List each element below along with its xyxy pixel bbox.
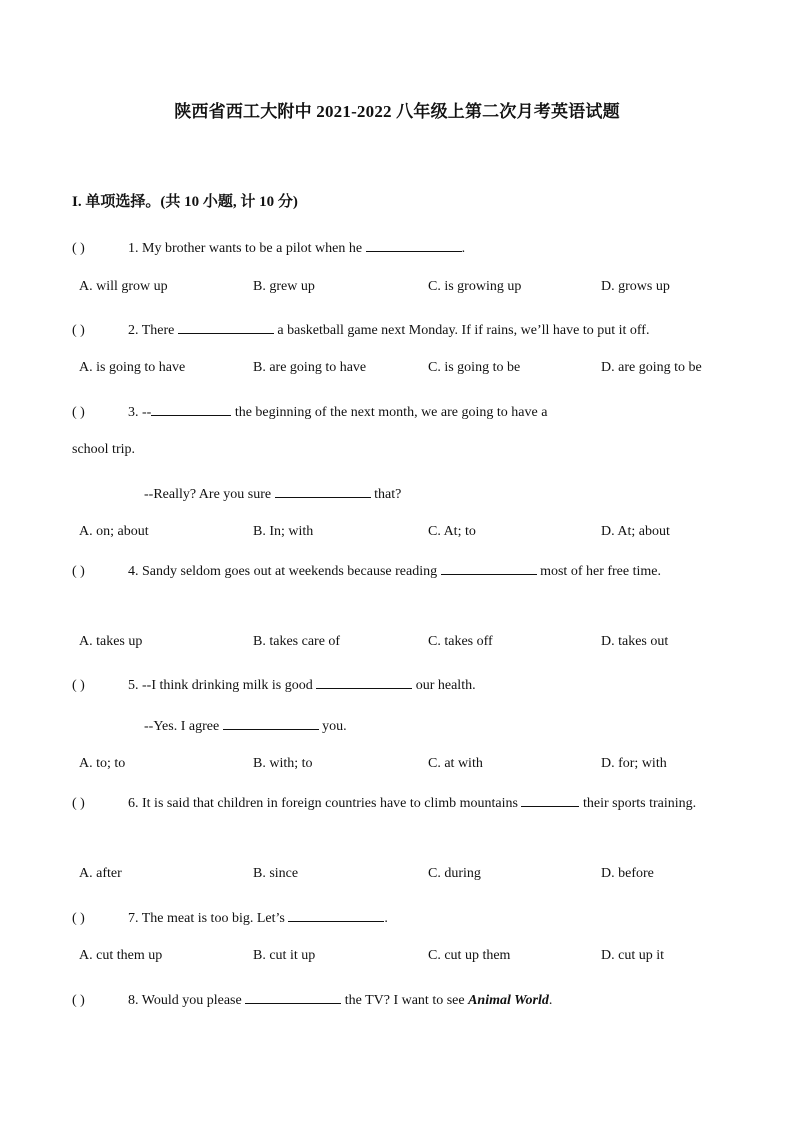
option-d[interactable]: D. takes out: [601, 634, 669, 649]
question-8: ( ) 8. Would you please the TV? I want to see Animal World.: [72, 989, 722, 1009]
option-d[interactable]: D. At; about: [601, 524, 670, 539]
answer-paren[interactable]: ( ): [72, 241, 85, 256]
option-d[interactable]: D. for; with: [601, 756, 667, 771]
fill-blank[interactable]: [288, 907, 384, 922]
fill-blank[interactable]: [275, 483, 371, 498]
program-title: Animal World: [468, 993, 549, 1008]
option-b[interactable]: B. cut it up: [253, 948, 316, 963]
option-c[interactable]: C. at with: [428, 756, 483, 771]
exam-title: 陕西省西工大附中 2021-2022 八年级上第二次月考英语试题: [174, 102, 620, 121]
option-c[interactable]: C. At; to: [428, 524, 476, 539]
question-6: ( ) 6. It is said that children in foreign countries have to climb mountains their sports training.: [72, 790, 722, 818]
option-d[interactable]: D. cut up it: [601, 948, 664, 963]
option-b[interactable]: B. In; with: [253, 524, 314, 539]
fill-blank[interactable]: [178, 319, 274, 334]
answer-paren[interactable]: ( ): [72, 564, 85, 579]
fill-blank[interactable]: [245, 989, 341, 1004]
fill-blank[interactable]: [223, 715, 319, 730]
option-a[interactable]: A. takes up: [79, 634, 143, 649]
option-a[interactable]: A. on; about: [79, 524, 149, 539]
answer-paren[interactable]: ( ): [72, 405, 85, 420]
question-7: ( ) 7. The meat is too big. Let’s .: [72, 907, 722, 927]
question-5-response: --Yes. I agree you.: [72, 715, 722, 735]
fill-blank[interactable]: [151, 401, 231, 416]
question-2: ( ) 2. There a basketball game next Monday. If if rains, we’ll have to put it off.: [72, 319, 722, 339]
question-1: ( ) 1. My brother wants to be a pilot when he .: [72, 237, 722, 257]
option-a[interactable]: A. after: [79, 866, 122, 881]
option-b[interactable]: B. with; to: [253, 756, 313, 771]
question-5: ( ) 5. --I think drinking milk is good our health.: [72, 674, 722, 694]
fill-blank[interactable]: [366, 237, 462, 252]
option-c[interactable]: C. during: [428, 866, 481, 881]
option-b[interactable]: B. are going to have: [253, 360, 367, 375]
fill-blank[interactable]: [441, 560, 537, 575]
option-c[interactable]: C. takes off: [428, 634, 493, 649]
option-a[interactable]: A. will grow up: [79, 279, 168, 294]
section-heading: I. 单项选择。(共 10 小题, 计 10 分): [72, 194, 298, 210]
option-d[interactable]: D. before: [601, 866, 654, 881]
answer-paren[interactable]: ( ): [72, 323, 85, 338]
option-c[interactable]: C. is growing up: [428, 279, 522, 294]
option-a[interactable]: A. cut them up: [79, 948, 163, 963]
answer-paren[interactable]: ( ): [72, 678, 85, 693]
option-c[interactable]: C. is going to be: [428, 360, 521, 375]
option-a[interactable]: A. to; to: [79, 756, 126, 771]
question-4: ( ) 4. Sandy seldom goes out at weekends because reading most of her free time.: [72, 558, 722, 586]
question-3-response: --Really? Are you sure that?: [72, 483, 722, 503]
option-d[interactable]: D. are going to be: [601, 360, 702, 375]
question-3: ( ) 3. -- the beginning of the next month, we are going to have a: [72, 401, 722, 421]
option-c[interactable]: C. cut up them: [428, 948, 511, 963]
option-b[interactable]: B. takes care of: [253, 634, 341, 649]
fill-blank[interactable]: [316, 674, 412, 689]
answer-paren[interactable]: ( ): [72, 993, 85, 1008]
answer-paren[interactable]: ( ): [72, 911, 85, 926]
option-b[interactable]: B. since: [253, 866, 299, 881]
option-a[interactable]: A. is going to have: [79, 360, 186, 375]
option-b[interactable]: B. grew up: [253, 279, 315, 294]
answer-paren[interactable]: ( ): [72, 796, 85, 811]
option-d[interactable]: D. grows up: [601, 279, 670, 294]
question-3-continuation: school trip.: [72, 442, 135, 457]
fill-blank[interactable]: [521, 792, 579, 807]
